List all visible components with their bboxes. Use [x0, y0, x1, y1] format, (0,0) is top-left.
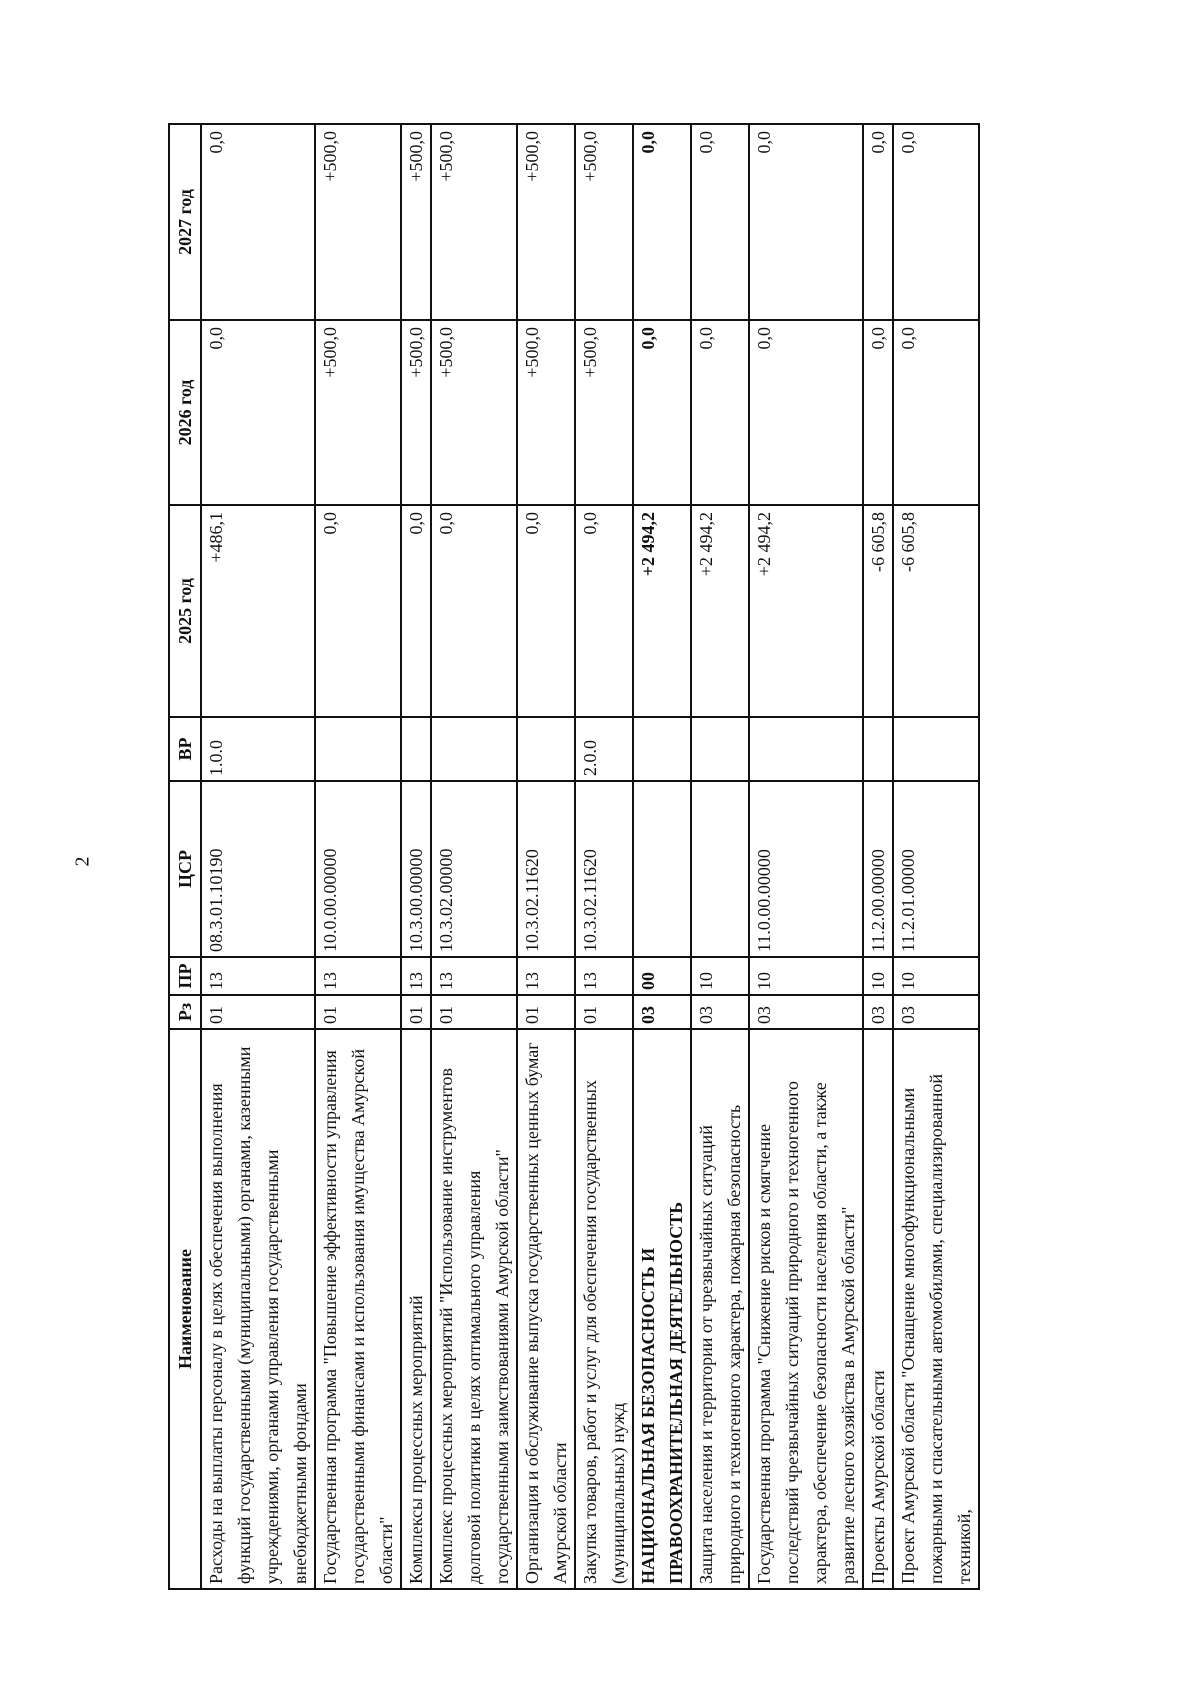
- table-row: [401, 124, 431, 1589]
- cell-2027: 0,0: [749, 124, 863, 320]
- cell-pr: 10: [863, 957, 893, 995]
- cell-vr: 2.0.0: [575, 717, 633, 781]
- cell-rz: 01: [575, 995, 633, 1029]
- cell-2025: +2 494,2: [633, 505, 691, 717]
- cell-2026: +500,0: [401, 320, 431, 505]
- cell-2027: +500,0: [431, 124, 517, 320]
- cell-2026: 0,0: [863, 320, 893, 505]
- cell-csr: 10.3.02.11620: [517, 781, 575, 957]
- table-row: [315, 124, 401, 1589]
- budget-table: [168, 123, 980, 1590]
- cell-2025: 0,0: [431, 505, 517, 717]
- cell-2025: 0,0: [401, 505, 431, 717]
- cell-2025: +486,1: [201, 505, 315, 717]
- cell-vr: [749, 717, 863, 781]
- cell-name: НАЦИОНАЛЬНАЯ БЕЗОПАСНОСТЬ И ПРАВООХРАНИТЕЛЬНАЯ ДЕЯТЕЛЬНОСТЬ: [633, 1029, 691, 1589]
- cell-2027: +500,0: [401, 124, 431, 320]
- table-row: [863, 124, 893, 1589]
- cell-csr: 10.3.02.00000: [431, 781, 517, 957]
- cell-csr: 11.2.00.00000: [863, 781, 893, 957]
- cell-name: Проект Амурской области "Оснащение многофункциональными пожарными и спасательными автомобилями, специализированной техникой,: [893, 1029, 979, 1589]
- cell-vr: [431, 717, 517, 781]
- cell-rz: 03: [749, 995, 863, 1029]
- cell-rz: 01: [517, 995, 575, 1029]
- cell-csr: [691, 781, 749, 957]
- cell-2025: 0,0: [517, 505, 575, 717]
- cell-pr: 10: [749, 957, 863, 995]
- cell-pr: 13: [575, 957, 633, 995]
- cell-name: Защита населения и территории от чрезвычайных ситуаций природного и техногенного характера, пожарная безопасность: [691, 1029, 749, 1589]
- cell-csr: 10.0.00.00000: [315, 781, 401, 957]
- header-name: Наименование: [169, 1029, 201, 1589]
- cell-csr: 11.0.00.00000: [749, 781, 863, 957]
- cell-name: Государственная программа "Повышение эффективности управления государственными финансами и использования имущества Амурской области": [315, 1029, 401, 1589]
- cell-2025: +2 494,2: [749, 505, 863, 717]
- header-2025: 2025 год: [169, 505, 201, 717]
- cell-2027: +500,0: [517, 124, 575, 320]
- cell-pr: 10: [691, 957, 749, 995]
- cell-name: Расходы на выплаты персоналу в целях обеспечения выполнения функций государственными (муниципальными) органами, казенными учреждениями, органами управления государственными внебюджетными фондами: [201, 1029, 315, 1589]
- cell-vr: [315, 717, 401, 781]
- cell-2027: 0,0: [691, 124, 749, 320]
- table-row: [575, 124, 633, 1589]
- cell-csr: 08.3.01.10190: [201, 781, 315, 957]
- page-number: 2: [71, 856, 94, 867]
- cell-rz: 03: [633, 995, 691, 1029]
- table-row: [201, 124, 315, 1589]
- cell-vr: [633, 717, 691, 781]
- cell-2026: 0,0: [893, 320, 979, 505]
- cell-csr: 10.3.00.00000: [401, 781, 431, 957]
- table-body: [201, 124, 979, 1589]
- cell-pr: 13: [201, 957, 315, 995]
- cell-vr: [691, 717, 749, 781]
- cell-2025: 0,0: [315, 505, 401, 717]
- cell-name: Организация и обслуживание выпуска государственных ценных бумаг Амурской области: [517, 1029, 575, 1589]
- cell-2027: 0,0: [863, 124, 893, 320]
- cell-2026: +500,0: [315, 320, 401, 505]
- cell-csr: [633, 781, 691, 957]
- table-row: [691, 124, 749, 1589]
- table-header-row: [169, 124, 201, 1589]
- table-row: [431, 124, 517, 1589]
- cell-2027: 0,0: [201, 124, 315, 320]
- cell-2027: +500,0: [575, 124, 633, 320]
- cell-vr: [517, 717, 575, 781]
- cell-2026: +500,0: [575, 320, 633, 505]
- cell-2027: 0,0: [633, 124, 691, 320]
- cell-rz: 01: [315, 995, 401, 1029]
- cell-2026: 0,0: [633, 320, 691, 505]
- cell-rz: 01: [201, 995, 315, 1029]
- cell-rz: 01: [401, 995, 431, 1029]
- cell-vr: [893, 717, 979, 781]
- cell-vr: [401, 717, 431, 781]
- cell-rz: 01: [431, 995, 517, 1029]
- cell-pr: 00: [633, 957, 691, 995]
- header-rz: Рз: [169, 995, 201, 1029]
- cell-pr: 13: [431, 957, 517, 995]
- cell-2026: 0,0: [201, 320, 315, 505]
- table-row: [749, 124, 863, 1589]
- header-csr: ЦСР: [169, 781, 201, 957]
- table-row: [517, 124, 575, 1589]
- header-2026: 2026 год: [169, 320, 201, 505]
- table-row: [633, 124, 691, 1589]
- cell-2026: +500,0: [517, 320, 575, 505]
- header-pr: ПР: [169, 957, 201, 995]
- cell-vr: 1.0.0: [201, 717, 315, 781]
- cell-2027: +500,0: [315, 124, 401, 320]
- rotated-table-container: [168, 125, 980, 1590]
- cell-pr: 10: [893, 957, 979, 995]
- cell-vr: [863, 717, 893, 781]
- cell-pr: 13: [315, 957, 401, 995]
- cell-csr: 11.2.01.00000: [893, 781, 979, 957]
- cell-name: Закупка товаров, работ и услуг для обеспечения государственных (муниципальных) нужд: [575, 1029, 633, 1589]
- cell-name: Комплекс процессных мероприятий "Использование инструментов долговой политики в целях оптимального управления государственными заимствованиями Амурской области": [431, 1029, 517, 1589]
- header-vr: ВР: [169, 717, 201, 781]
- cell-pr: 13: [401, 957, 431, 995]
- cell-rz: 03: [863, 995, 893, 1029]
- cell-2026: 0,0: [691, 320, 749, 505]
- cell-name: Комплексы процессных мероприятий: [401, 1029, 431, 1589]
- header-2027: 2027 год: [169, 124, 201, 320]
- cell-2026: +500,0: [431, 320, 517, 505]
- cell-2025: +2 494,2: [691, 505, 749, 717]
- cell-name: Государственная программа "Снижение рисков и смягчение последствий чрезвычайных ситуаций природного и техногенного характера, обеспечение безопасности населения области, а также развитие лесного хозяйства в Амурской области": [749, 1029, 863, 1589]
- cell-csr: 10.3.02.11620: [575, 781, 633, 957]
- cell-2025: -6 605,8: [863, 505, 893, 717]
- cell-rz: 03: [691, 995, 749, 1029]
- cell-rz: 03: [893, 995, 979, 1029]
- cell-2025: 0,0: [575, 505, 633, 717]
- cell-pr: 13: [517, 957, 575, 995]
- cell-name: Проекты Амурской области: [863, 1029, 893, 1589]
- cell-2025: -6 605,8: [893, 505, 979, 717]
- table-row: [893, 124, 979, 1589]
- cell-2027: 0,0: [893, 124, 979, 320]
- cell-2026: 0,0: [749, 320, 863, 505]
